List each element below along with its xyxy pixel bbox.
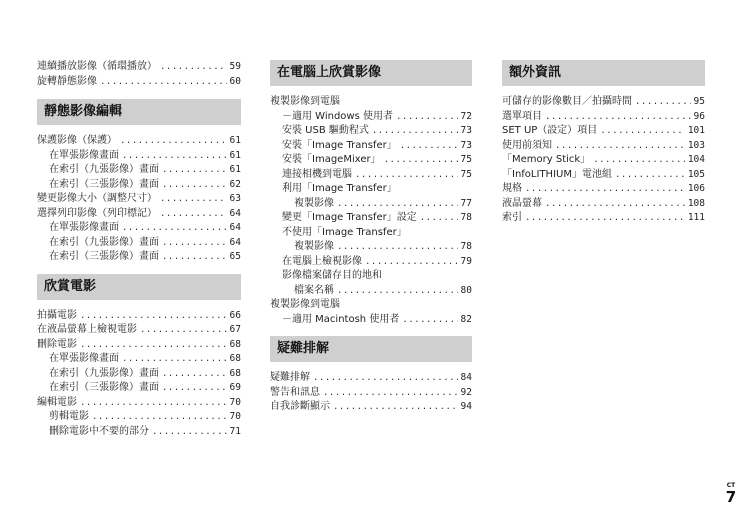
toc-entry — [37, 338, 241, 353]
dot-leader — [152, 425, 227, 440]
dot-leader — [162, 236, 227, 251]
toc-page-number: 75 — [460, 154, 472, 165]
toc-entry-title: 編輯電影 — [37, 396, 77, 408]
section-movies — [37, 274, 241, 440]
toc-entry — [502, 139, 705, 154]
toc-entry-title: 變更影像大小（調整尺寸） — [37, 193, 157, 204]
toc-entry-title: SET UP（設定）項目 — [502, 125, 598, 136]
toc-page-number: 78 — [460, 212, 472, 223]
section-troubleshooting — [270, 336, 472, 415]
toc-entry — [270, 211, 472, 226]
toc-page-number: 60 — [229, 75, 241, 87]
page-number: 7 — [725, 488, 737, 506]
toc-entry — [502, 95, 705, 110]
dot-leader — [365, 255, 458, 270]
toc-entry — [37, 236, 241, 251]
toc-entry — [37, 250, 241, 265]
dot-leader — [160, 207, 227, 222]
toc-entry-title: 在單張影像畫面 — [49, 353, 119, 364]
dot-leader — [600, 124, 685, 139]
toc-page-number: 79 — [460, 255, 472, 267]
language-code: CT — [726, 482, 736, 489]
toc-entry — [270, 95, 472, 110]
toc-entry-title: 規格 — [502, 183, 522, 194]
toc-page-number: 101 — [687, 125, 705, 136]
toc-column-1 — [37, 60, 241, 439]
toc-page-number: 68 — [229, 367, 241, 379]
dot-leader — [555, 139, 685, 154]
toc-page-number: 68 — [229, 353, 241, 364]
toc-page-number: 80 — [460, 284, 472, 296]
toc-entry — [502, 197, 705, 212]
toc-page-number: 103 — [687, 139, 705, 151]
dot-leader — [313, 371, 458, 386]
toc-entry-title: －適用 Macintosh 使用者 — [282, 313, 400, 325]
toc-entry-title: 複製影像到電腦 — [270, 96, 340, 107]
toc-page-number: 71 — [229, 425, 241, 437]
toc-entry — [502, 168, 705, 183]
toc-entry — [37, 221, 241, 236]
dot-leader — [122, 352, 227, 367]
toc-page-number: 66 — [229, 309, 241, 321]
dot-leader — [160, 192, 227, 207]
toc-entry-title: 複製影像 — [294, 241, 334, 252]
dot-leader — [100, 75, 227, 90]
toc-entry-title: 安裝 USB 驅動程式 — [282, 125, 369, 136]
toc-entry — [270, 197, 472, 212]
intro-entries — [37, 60, 241, 89]
toc-column-2 — [270, 60, 472, 415]
toc-entry-title: 保護影像（保護） — [37, 135, 117, 146]
toc-entry-title: 不使用「Image Transfer」 — [282, 226, 407, 238]
toc-page-number: 64 — [229, 222, 241, 233]
toc-entry-title: 刪除電影中不要的部分 — [49, 425, 149, 437]
toc-entry — [37, 410, 241, 425]
dot-leader — [420, 211, 458, 226]
section-heading: 額外資訊 — [502, 60, 705, 86]
dot-leader — [545, 197, 685, 212]
toc-entry-title: 剪輯電影 — [49, 411, 89, 422]
toc-entry — [37, 75, 241, 90]
toc-page-number: 94 — [460, 401, 472, 412]
toc-entry-title: 在單張影像畫面 — [49, 149, 119, 161]
dot-leader — [402, 313, 457, 328]
toc-page-number: 64 — [229, 236, 241, 248]
dot-leader — [635, 95, 691, 110]
toc-entry-title: 在索引（三張影像）畫面 — [49, 382, 159, 393]
toc-page-number: 111 — [687, 212, 705, 223]
toc-entry — [37, 352, 241, 367]
toc-page-number: 68 — [229, 338, 241, 350]
toc-entry — [270, 313, 472, 328]
toc-page-number: 69 — [229, 382, 241, 393]
toc-entry — [502, 211, 705, 226]
toc-entry-title: 在液晶螢幕上檢視電影 — [37, 324, 137, 335]
toc-entry — [270, 110, 472, 125]
section-computer-viewing — [270, 60, 472, 327]
dot-leader — [525, 211, 685, 226]
dot-leader — [396, 110, 458, 125]
dot-leader — [160, 60, 227, 75]
toc-entry-title: 液晶螢幕 — [502, 197, 542, 209]
page-number-marker — [721, 482, 741, 505]
toc-entry — [37, 207, 241, 222]
toc-entry — [270, 269, 472, 284]
toc-entry — [502, 182, 705, 197]
toc-page-number: 92 — [460, 386, 472, 398]
toc-entry — [37, 60, 241, 75]
toc-page-number: 75 — [460, 168, 472, 180]
toc-entry — [37, 178, 241, 193]
dot-leader — [80, 309, 227, 324]
dot-leader — [323, 386, 458, 401]
dot-leader — [162, 250, 227, 265]
toc-entry — [270, 168, 472, 183]
section-heading: 疑難排解 — [270, 336, 472, 362]
toc-entry — [270, 182, 472, 197]
toc-entry-title: 安裝「ImageMixer」 — [282, 154, 381, 165]
toc-page-number: 108 — [687, 197, 705, 209]
toc-entry-title: 安裝「Image Transfer」 — [282, 139, 397, 151]
toc-entry — [270, 226, 472, 241]
dot-leader — [80, 396, 227, 411]
toc-page-number: 62 — [229, 178, 241, 190]
dot-leader — [593, 153, 685, 168]
toc-entry — [270, 139, 472, 154]
toc-entry-title: 使用前須知 — [502, 139, 552, 151]
toc-page-number: 96 — [693, 110, 705, 122]
toc-entry — [37, 425, 241, 440]
section-heading: 靜態影像編輯 — [37, 99, 241, 125]
toc-entry-title: 疑難排解 — [270, 372, 310, 383]
toc-page-number: 82 — [460, 313, 472, 325]
toc-page-number: 70 — [229, 396, 241, 408]
toc-page-number: 72 — [460, 110, 472, 122]
toc-page-number: 61 — [229, 164, 241, 175]
toc-page-number: 73 — [460, 125, 472, 136]
dot-leader — [337, 284, 458, 299]
toc-entry — [37, 134, 241, 149]
dot-leader — [162, 163, 227, 178]
toc-page-number: 78 — [460, 241, 472, 252]
toc-entry — [37, 163, 241, 178]
toc-page-number: 65 — [229, 251, 241, 262]
dot-leader — [162, 381, 227, 396]
dot-leader — [80, 338, 227, 353]
toc-entry-title: 選擇列印影像（列印標記） — [37, 207, 157, 219]
section-additional-info — [502, 60, 705, 226]
toc-page-number: 104 — [687, 154, 705, 165]
dot-leader — [162, 178, 227, 193]
toc-entry-title: 警告和訊息 — [270, 386, 320, 398]
dot-leader — [140, 323, 227, 338]
toc-entry — [270, 400, 472, 415]
toc-entry-title: 在索引（三張影像）畫面 — [49, 251, 159, 262]
toc-entry — [270, 371, 472, 386]
toc-entry-title: 「Memory Stick」 — [502, 154, 591, 165]
toc-entry — [37, 381, 241, 396]
toc-entry-title: 利用「Image Transfer」 — [282, 183, 397, 194]
toc-entry — [502, 153, 705, 168]
dot-leader — [615, 168, 685, 183]
dot-leader — [372, 124, 458, 139]
toc-entry — [37, 149, 241, 164]
toc-page-number: 61 — [229, 135, 241, 146]
toc-entry — [270, 240, 472, 255]
toc-page-number: 70 — [229, 411, 241, 422]
toc-entry — [270, 255, 472, 270]
dot-leader — [92, 410, 227, 425]
toc-entry-title: 影像檔案儲存目的地和 — [282, 270, 382, 281]
toc-page-number: 84 — [460, 372, 472, 383]
toc-column-3 — [502, 60, 705, 226]
toc-entry — [37, 396, 241, 411]
toc-entry — [37, 323, 241, 338]
toc-page-number: 95 — [693, 96, 705, 107]
dot-leader — [333, 400, 458, 415]
toc-entry — [502, 124, 705, 139]
toc-entry — [270, 298, 472, 313]
toc-entry-title: 在索引（九張影像）畫面 — [49, 164, 159, 175]
dot-leader — [337, 197, 458, 212]
dot-leader — [525, 182, 685, 197]
toc-entry-title: 可儲存的影像數目／拍攝時間 — [502, 96, 632, 107]
toc-entry-title: 連續播放影像（循環播放） — [37, 61, 157, 72]
dot-leader — [545, 110, 691, 125]
section-heading: 在電腦上欣賞影像 — [270, 60, 472, 86]
toc-entry-title: 在索引（三張影像）畫面 — [49, 178, 159, 190]
toc-page-number: 105 — [687, 168, 705, 180]
toc-entry — [270, 284, 472, 299]
toc-entry-title: 索引 — [502, 212, 522, 223]
toc-page-number: 59 — [229, 61, 241, 72]
dot-leader — [384, 153, 458, 168]
toc-entry — [270, 124, 472, 139]
toc-entry-title: 變更「Image Transfer」設定 — [282, 212, 417, 223]
dot-leader — [122, 149, 227, 164]
toc-page-number: 64 — [229, 207, 241, 219]
toc-entry-title: 旋轉靜態影像 — [37, 75, 97, 87]
toc-entry — [270, 386, 472, 401]
dot-leader — [400, 139, 458, 154]
toc-entry-title: 在索引（九張影像）畫面 — [49, 367, 159, 379]
toc-entry-title: 「InfoLITHIUM」電池組 — [502, 168, 612, 180]
toc-page-number: 77 — [460, 197, 472, 209]
toc-page-number: 61 — [229, 149, 241, 161]
toc-entry-title: 選單項目 — [502, 110, 542, 122]
toc-page-number: 106 — [687, 183, 705, 194]
section-heading: 欣賞電影 — [37, 274, 241, 300]
toc-entry-title: 在單張影像畫面 — [49, 222, 119, 233]
toc-page-number: 73 — [460, 139, 472, 151]
toc-entry-title: 複製影像到電腦 — [270, 299, 340, 310]
toc-entry-title: 複製影像 — [294, 197, 334, 209]
dot-leader — [122, 221, 227, 236]
dot-leader — [355, 168, 458, 183]
dot-leader — [120, 134, 227, 149]
toc-entry-title: 在索引（九張影像）畫面 — [49, 236, 159, 248]
dot-leader — [162, 367, 227, 382]
toc-entry-title: 拍攝電影 — [37, 309, 77, 321]
toc-entry-title: 在電腦上檢視影像 — [282, 255, 362, 267]
toc-entry — [37, 192, 241, 207]
toc-page-number: 67 — [229, 324, 241, 335]
toc-entry-title: 自我診斷顯示 — [270, 401, 330, 412]
toc-entry-title: 檔案名稱 — [294, 284, 334, 296]
toc-entry — [37, 367, 241, 382]
toc-entry-title: －適用 Windows 使用者 — [282, 110, 393, 122]
dot-leader — [337, 240, 458, 255]
toc-entry — [270, 153, 472, 168]
toc-entry-title: 連接相機到電腦 — [282, 168, 352, 180]
toc-entry — [502, 110, 705, 125]
toc-page-number: 63 — [229, 193, 241, 204]
toc-entry — [37, 309, 241, 324]
toc-entry-title: 刪除電影 — [37, 338, 77, 350]
section-still-image-editing — [37, 99, 241, 265]
